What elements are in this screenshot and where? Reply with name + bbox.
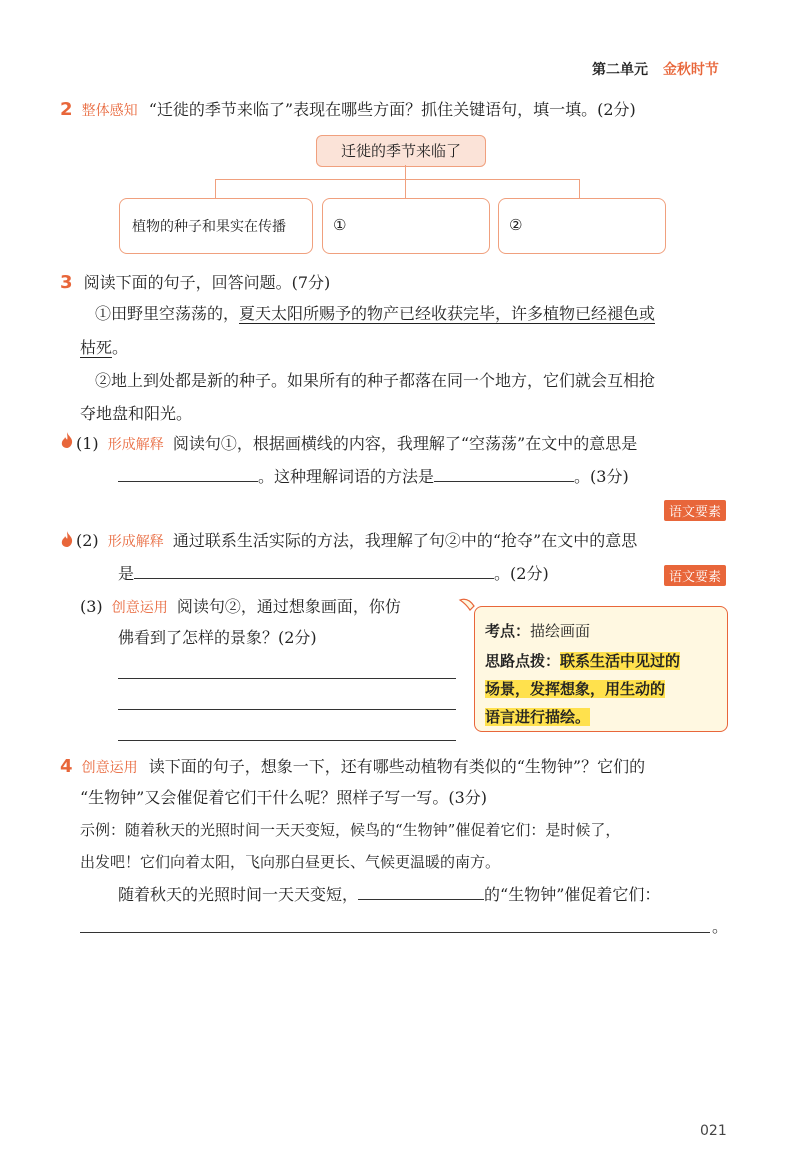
diagram-root-label: 迁徙的季节来临了 — [340, 142, 461, 160]
diagram-connector-v — [405, 165, 406, 179]
q3-text: 阅读下面的句子，回答问题。(7分) — [83, 273, 331, 292]
fire-icon — [61, 531, 73, 547]
q2-tag: 整体感知 — [81, 103, 138, 119]
sentence1-underlined-end: 枯死 — [80, 338, 113, 357]
q3-sub1-line1 — [76, 434, 637, 455]
sub2-text3: 。(2分) — [494, 564, 549, 583]
q2-number: 2 — [60, 99, 73, 120]
diagram-box-1-label: 植物的种子和果实在传播 — [132, 219, 286, 235]
diagram-box-1 — [119, 198, 313, 254]
hint-line-1: 联系生活中见过的 — [560, 652, 681, 670]
sentence1-period: 。 — [112, 338, 129, 357]
q3-sub2-line1 — [76, 531, 637, 552]
sub1-tag: 形成解释 — [107, 437, 164, 453]
sub1-number: (1) — [76, 434, 99, 453]
sub1-text2: 。这种理解词语的方法是 — [258, 467, 435, 486]
sentence1-underlined: 夏天太阳所赐予的物产已经收获完毕，许多植物已经褪色或 — [239, 304, 656, 323]
sub1-blank-method[interactable] — [434, 481, 574, 482]
page-number: 021 — [700, 1123, 727, 1139]
q4-number: 4 — [60, 756, 73, 777]
diagram-box-3[interactable] — [498, 198, 666, 254]
diagram-connector-3 — [579, 179, 580, 198]
sub2-number: (2) — [76, 531, 99, 550]
q3-number: 3 — [60, 272, 73, 293]
sub3-number: (3) — [80, 597, 103, 616]
q2-text: “迁徙的季节来临了”表现在哪些方面？抓住关键语句，填一填。(2分) — [148, 100, 636, 119]
q2-prompt — [60, 100, 636, 121]
hint-line-2: 场景，发挥想象，用生动的 — [485, 680, 666, 698]
q4-blank-organism[interactable] — [358, 899, 484, 900]
diagram-connector-2 — [405, 179, 406, 198]
sub2-blank[interactable] — [134, 578, 494, 579]
diagram-box-2[interactable] — [322, 198, 490, 254]
sub3-answer-line-3[interactable] — [118, 740, 456, 741]
hint-line-3: 语言进行描绘。 — [485, 708, 591, 726]
q4-fill-mid: 的“生物钟”催促着它们： — [484, 885, 661, 904]
q3-prompt — [60, 273, 330, 293]
sub1-badge: 语文要素 — [664, 500, 726, 521]
sentence2-text2: 夺地盘和阳光。 — [80, 404, 193, 423]
q4-text2: “生物钟”又会催促着它们干什么呢？照样子写一写。(3分) — [80, 788, 488, 807]
q3-sub2-line2 — [118, 564, 549, 584]
q3-sentence2-line1 — [95, 371, 655, 391]
q4-line2 — [80, 788, 487, 808]
q4-example2: 出发吧！它们向着太阳，飞向那白昼更长、气候更温暖的南方。 — [80, 853, 501, 871]
q4-fill-end: 。 — [712, 917, 729, 936]
sub1-blank-meaning[interactable] — [118, 481, 258, 482]
page-header — [592, 59, 719, 79]
q4-text1: 读下面的句子，想象一下，还有哪些动植物有类似的“生物钟”？它们的 — [148, 757, 646, 776]
hint-label-tips: 思路点拨： — [485, 652, 561, 670]
sub2-tag: 形成解释 — [107, 534, 164, 550]
q4-tag: 创意运用 — [81, 760, 138, 776]
hint-box — [474, 606, 728, 732]
q4-fill-line1 — [118, 885, 660, 905]
q4-line1 — [60, 757, 645, 778]
q4-fill-start: 随着秋天的光照时间一天天变短， — [118, 885, 359, 904]
sub3-tag: 创意运用 — [111, 600, 168, 616]
q3-sub3-line2 — [118, 628, 317, 648]
q4-example-line2 — [80, 852, 500, 872]
sub2-text2: 是 — [118, 564, 135, 583]
diagram-box-3-label: ② — [509, 216, 523, 234]
q3-sentence1-line2 — [80, 338, 128, 358]
sub2-text1: 通过联系生活实际的方法，我理解了句②中的“抢夺”在文中的意思 — [172, 531, 638, 550]
diagram-root — [316, 135, 486, 167]
sub1-text3: 。(3分) — [574, 467, 629, 486]
sub1-text1: 阅读句①，根据画横线的内容，我理解了“空荡荡”在文中的意思是 — [172, 434, 638, 453]
sub3-answer-line-1[interactable] — [118, 678, 456, 679]
hint-label-point: 考点： — [485, 622, 531, 640]
q4-example-line1 — [80, 820, 620, 840]
sub2-badge: 语文要素 — [664, 565, 726, 586]
sub3-text2: 佛看到了怎样的景象？(2分) — [118, 628, 317, 647]
sentence1-part1: ①田野里空荡荡的， — [95, 304, 240, 323]
sentence2-text1: ②地上到处都是新的种子。如果所有的种子都落在同一个地方，它们就会互相抢 — [95, 371, 656, 390]
q3-sub3-line1 — [80, 597, 401, 618]
unit-label: 第二单元 — [592, 62, 648, 78]
q3-sub1-line2 — [118, 467, 629, 487]
topic-label: 金秋时节 — [662, 62, 719, 78]
diagram-connector-h — [215, 179, 579, 180]
hint-value-point: 描绘画面 — [530, 622, 591, 640]
q3-sentence1-line1 — [95, 304, 655, 324]
diagram-connector-1 — [215, 179, 216, 198]
diagram-box-2-label: ① — [333, 216, 347, 234]
q4-answer-line[interactable] — [80, 932, 710, 933]
q4-example1: 示例：随着秋天的光照时间一天天变短，候鸟的“生物钟”催促着它们：是时候了， — [80, 821, 621, 839]
sub3-answer-line-2[interactable] — [118, 709, 456, 710]
q3-sentence2-line2 — [80, 404, 192, 424]
fire-icon — [61, 432, 73, 448]
sub3-text1: 阅读句②，通过想象画面，你仿 — [176, 597, 401, 616]
